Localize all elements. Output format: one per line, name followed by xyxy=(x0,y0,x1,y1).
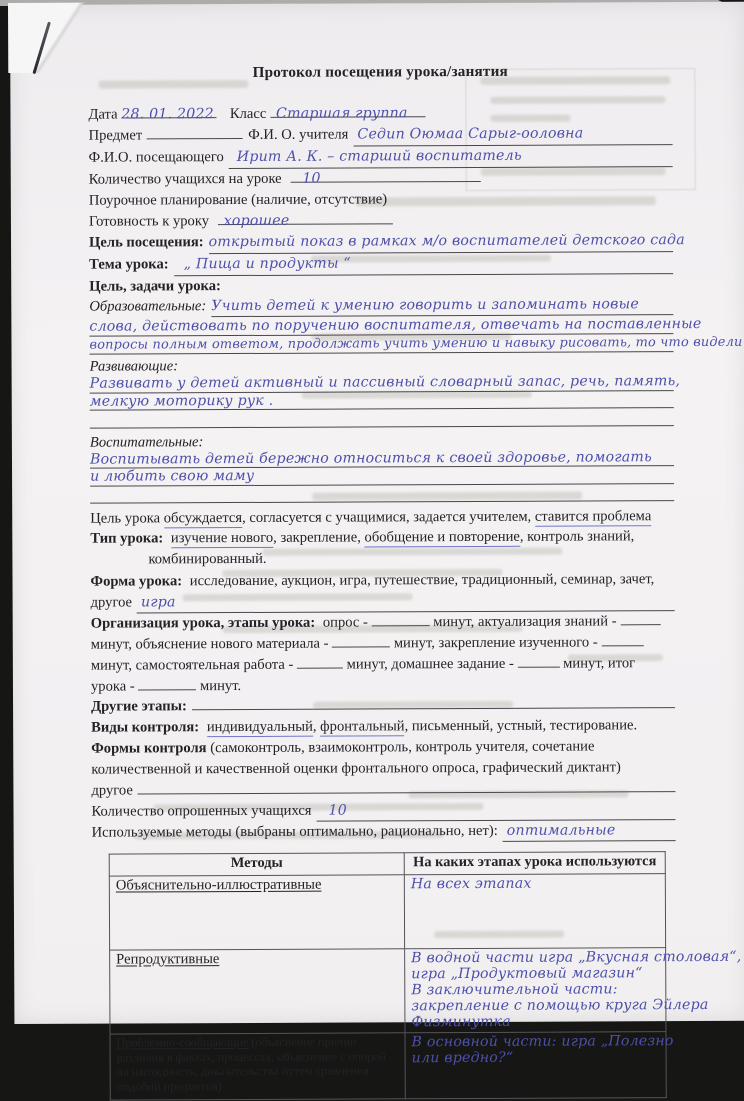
table-row xyxy=(109,874,665,950)
subject-blank-line xyxy=(146,125,242,139)
students-value-handwritten: 10 xyxy=(302,170,321,187)
other-stages-line xyxy=(91,695,675,719)
form-content xyxy=(88,62,743,1101)
lesson-type-label: Тип урока: xyxy=(90,530,164,547)
control-types-label: Виды контроля: xyxy=(91,719,200,736)
table-header-row xyxy=(109,852,665,876)
table-row xyxy=(110,1032,666,1100)
field-students-count xyxy=(89,167,673,191)
organization-text: минут. xyxy=(200,677,242,695)
other-stages-label: Другие этапы: xyxy=(91,698,187,715)
control-forms-text: (самоконтроль, взаимоконтроль, контроль учителя, сочетание xyxy=(206,738,595,757)
vosp-label: Воспитательные: xyxy=(89,433,204,451)
class-blank-line xyxy=(270,103,425,122)
readiness-value-handwritten: хорошее xyxy=(223,212,290,230)
subject-label: Предмет xyxy=(88,127,143,144)
pen-underlined-word: обобщение и повторение xyxy=(364,528,520,546)
other-value-handwritten: игра xyxy=(140,594,176,611)
class-label: Класс xyxy=(229,105,267,123)
dev-label: Развивающие: xyxy=(89,358,179,375)
organization-text: урока - xyxy=(90,678,135,695)
teacher-value-handwritten: Седип Оюмаа Сарыг-ооловна xyxy=(357,125,584,143)
visitor-blank-line xyxy=(229,145,673,169)
date-label: Дата xyxy=(88,106,118,123)
field-planning xyxy=(89,188,673,212)
usage-handwritten: игра „Продуктовый магазин“ xyxy=(411,965,643,983)
field-readiness xyxy=(89,209,673,233)
visitor-value-handwritten: Ирит А. К. – старший воспитатель xyxy=(236,147,522,166)
edu-handwritten-2: слова, действовать по поручению воспитателя, отвечать на поставленные xyxy=(89,315,702,335)
edu-handwritten-3: вопросы полным ответом, продолжать учить умению и навыку рисовать, то что видели xyxy=(89,334,743,353)
methods-table xyxy=(109,851,742,1100)
field-topic xyxy=(89,252,673,277)
pen-underlined-word: фронтальный xyxy=(320,718,405,735)
date-value-handwritten: 28. 01. 2022 xyxy=(121,106,214,123)
organization-text: минут, итог xyxy=(563,655,636,672)
organization-line3 xyxy=(91,653,675,677)
document-page xyxy=(10,2,744,1094)
methods-blank-line xyxy=(503,821,676,842)
lesson-form-text: исследование, аукцион, игра, путешествие, традиционный, семинар, зачет, xyxy=(189,571,655,590)
methods-value-handwritten: оптимальные xyxy=(506,822,616,839)
discussion-text: , согласуется с учащимися, задается учителем, xyxy=(242,508,535,526)
pen-underlined-word: обсуждается xyxy=(163,509,243,527)
other-blank-line xyxy=(138,791,676,794)
field-visit-goal xyxy=(89,230,685,255)
field-subject-teacher xyxy=(89,123,673,148)
readiness-blank-line xyxy=(218,210,393,230)
method-name: Объяснительно-иллюстративные xyxy=(115,876,322,894)
organization-text: минут, объяснение нового материала - xyxy=(90,635,329,653)
lesson-form-line xyxy=(90,569,674,593)
dev-handwritten-1: Развивать у детей активный и пассивный словарный запас, речь, память, xyxy=(89,373,681,392)
students-label: Количество учащихся на уроке xyxy=(88,170,282,188)
edu-goals-line3 xyxy=(89,334,743,355)
organization-text: опрос - xyxy=(322,614,368,631)
organization-line1 xyxy=(91,611,675,635)
minutes-blank-line xyxy=(517,654,559,668)
date-blank-line xyxy=(121,104,216,123)
organization-text: минут, закрепление изученного - xyxy=(393,634,598,652)
organization-line4 xyxy=(91,674,675,698)
pen-underlined-word: индивидуальный xyxy=(206,718,313,736)
control-forms-other xyxy=(91,779,675,803)
edu-blank-line xyxy=(211,295,673,317)
surveyed-label: Количество опрошенных учащихся xyxy=(91,802,312,820)
pen-underlined-word: изучение нового xyxy=(170,529,274,547)
lesson-form-other xyxy=(91,590,675,614)
organization-text: минут, актуализация знаний - xyxy=(433,613,617,631)
usage-column-header: На каких этапах урока используются xyxy=(404,852,665,875)
usage-handwritten: или вредно?“ xyxy=(411,1049,514,1067)
method-name: Репродуктивные xyxy=(116,951,220,968)
pen-underlined-word: ставится проблема xyxy=(534,508,652,525)
edu-handwritten-1: Учить детей к умению говорить и запоминать новые xyxy=(211,296,639,315)
usage-handwritten: В основной части: игра „Полезно xyxy=(411,1033,674,1051)
organization-line2 xyxy=(91,632,675,656)
usage-handwritten: В заключительной части: xyxy=(411,981,618,999)
control-types-text: , xyxy=(312,718,321,735)
lesson-type-line1 xyxy=(90,527,674,551)
surveyed-value-handwritten: 10 xyxy=(328,802,348,819)
minutes-blank-line xyxy=(601,632,643,646)
readiness-label: Готовность к уроку xyxy=(88,213,210,230)
minutes-blank-line xyxy=(620,611,660,625)
other-stages-blank-line xyxy=(192,707,675,710)
class-value-handwritten: Старшая группа xyxy=(275,105,408,122)
minutes-blank-line xyxy=(297,655,343,669)
students-blank-line xyxy=(290,168,480,187)
organization-text: минут, самостоятельная работа - xyxy=(90,656,294,674)
page-title: Протокол посещения урока/занятия xyxy=(252,62,508,81)
vosp-handwritten-2: и любить свою маму xyxy=(90,467,255,485)
lesson-type-text: , контроль знаний, xyxy=(519,528,635,545)
lesson-form-label: Форма урока: xyxy=(90,573,183,590)
topic-label: Тема урока: xyxy=(89,256,169,273)
methods-used-label: Используемые методы (выбраны оптимально, рационально, нет): xyxy=(91,822,498,841)
control-forms-label: Формы контроля xyxy=(91,740,207,757)
empty-ruled-line xyxy=(90,408,674,428)
topic-value-handwritten: „ Пища и продукты “ xyxy=(183,255,351,273)
usage-handwritten: На всех этапах xyxy=(410,875,532,893)
usage-handwritten: Физминутка xyxy=(411,1013,511,1031)
control-types-text: , письменный, устный, тестирование. xyxy=(404,717,638,735)
topic-blank-line xyxy=(174,252,674,276)
method-name: Проблемно-сообщающие xyxy=(116,1034,249,1050)
other-blank-line xyxy=(137,590,675,613)
usage-handwritten: закрепление с помощью круга Эйлера xyxy=(411,996,709,1015)
organization-label: Организация урока, этапы урока: xyxy=(90,614,316,632)
methods-used-line xyxy=(92,821,676,845)
table-row xyxy=(110,948,666,1034)
lesson-type-line2: комбинированный. xyxy=(148,550,267,568)
visit-goal-value-handwritten: открытый показ в рамках м/о воспитателей детского сада xyxy=(208,232,685,251)
edu-label: Образовательные: xyxy=(89,298,207,315)
visit-goal-blank-line xyxy=(208,230,685,254)
method-note: (объяснение причин различия в фактах, процессах, объяснение с опорой на наглядность, доказательства путем сравнения подобий предметов) xyxy=(116,1034,386,1094)
discussion-text: Цель урока xyxy=(90,510,164,527)
control-forms-line1 xyxy=(91,737,675,761)
visit-goal-label: Цель посещения: xyxy=(89,234,204,251)
visitor-label: Ф.И.О. посещающего xyxy=(88,149,224,166)
empty-ruled-line xyxy=(90,484,674,504)
surveyed-line xyxy=(91,800,675,824)
usage-handwritten: В водной части игра „Вкусная столовая“, xyxy=(411,948,742,967)
control-types-line xyxy=(91,716,675,740)
edu-goals-line1 xyxy=(89,295,673,319)
other-label: другое xyxy=(91,782,133,799)
field-date-class xyxy=(88,102,672,126)
minutes-blank-line xyxy=(332,633,390,647)
dev-handwritten-2: мелкую моторику рук . xyxy=(89,392,274,410)
methods-column-header: Методы xyxy=(109,853,404,876)
page-corner-fold xyxy=(8,3,112,73)
planning-label: Поурочное планирование (наличие, отсутствие) xyxy=(88,191,388,209)
control-forms-line2: количественной и качественной оценки фронтального опроса, графический диктант) xyxy=(91,759,621,778)
other-label: другое xyxy=(90,594,133,611)
minutes-blank-line xyxy=(372,612,430,626)
vosp-handwritten-1: Воспитывать детей бережно относиться к своей здоровье, помогать xyxy=(89,448,653,468)
goal-discussion-line xyxy=(90,506,674,530)
goals-heading: Цель, задачи урока: xyxy=(89,278,221,295)
field-visitor xyxy=(89,145,673,170)
surveyed-blank-line xyxy=(316,800,675,822)
minutes-blank-line xyxy=(138,676,196,690)
lesson-type-text: , закрепление, xyxy=(273,529,365,546)
organization-text: минут, домашнее задание - xyxy=(346,655,514,673)
teacher-blank-line xyxy=(353,123,672,146)
teacher-label: Ф.И. О. учителя xyxy=(248,126,349,143)
